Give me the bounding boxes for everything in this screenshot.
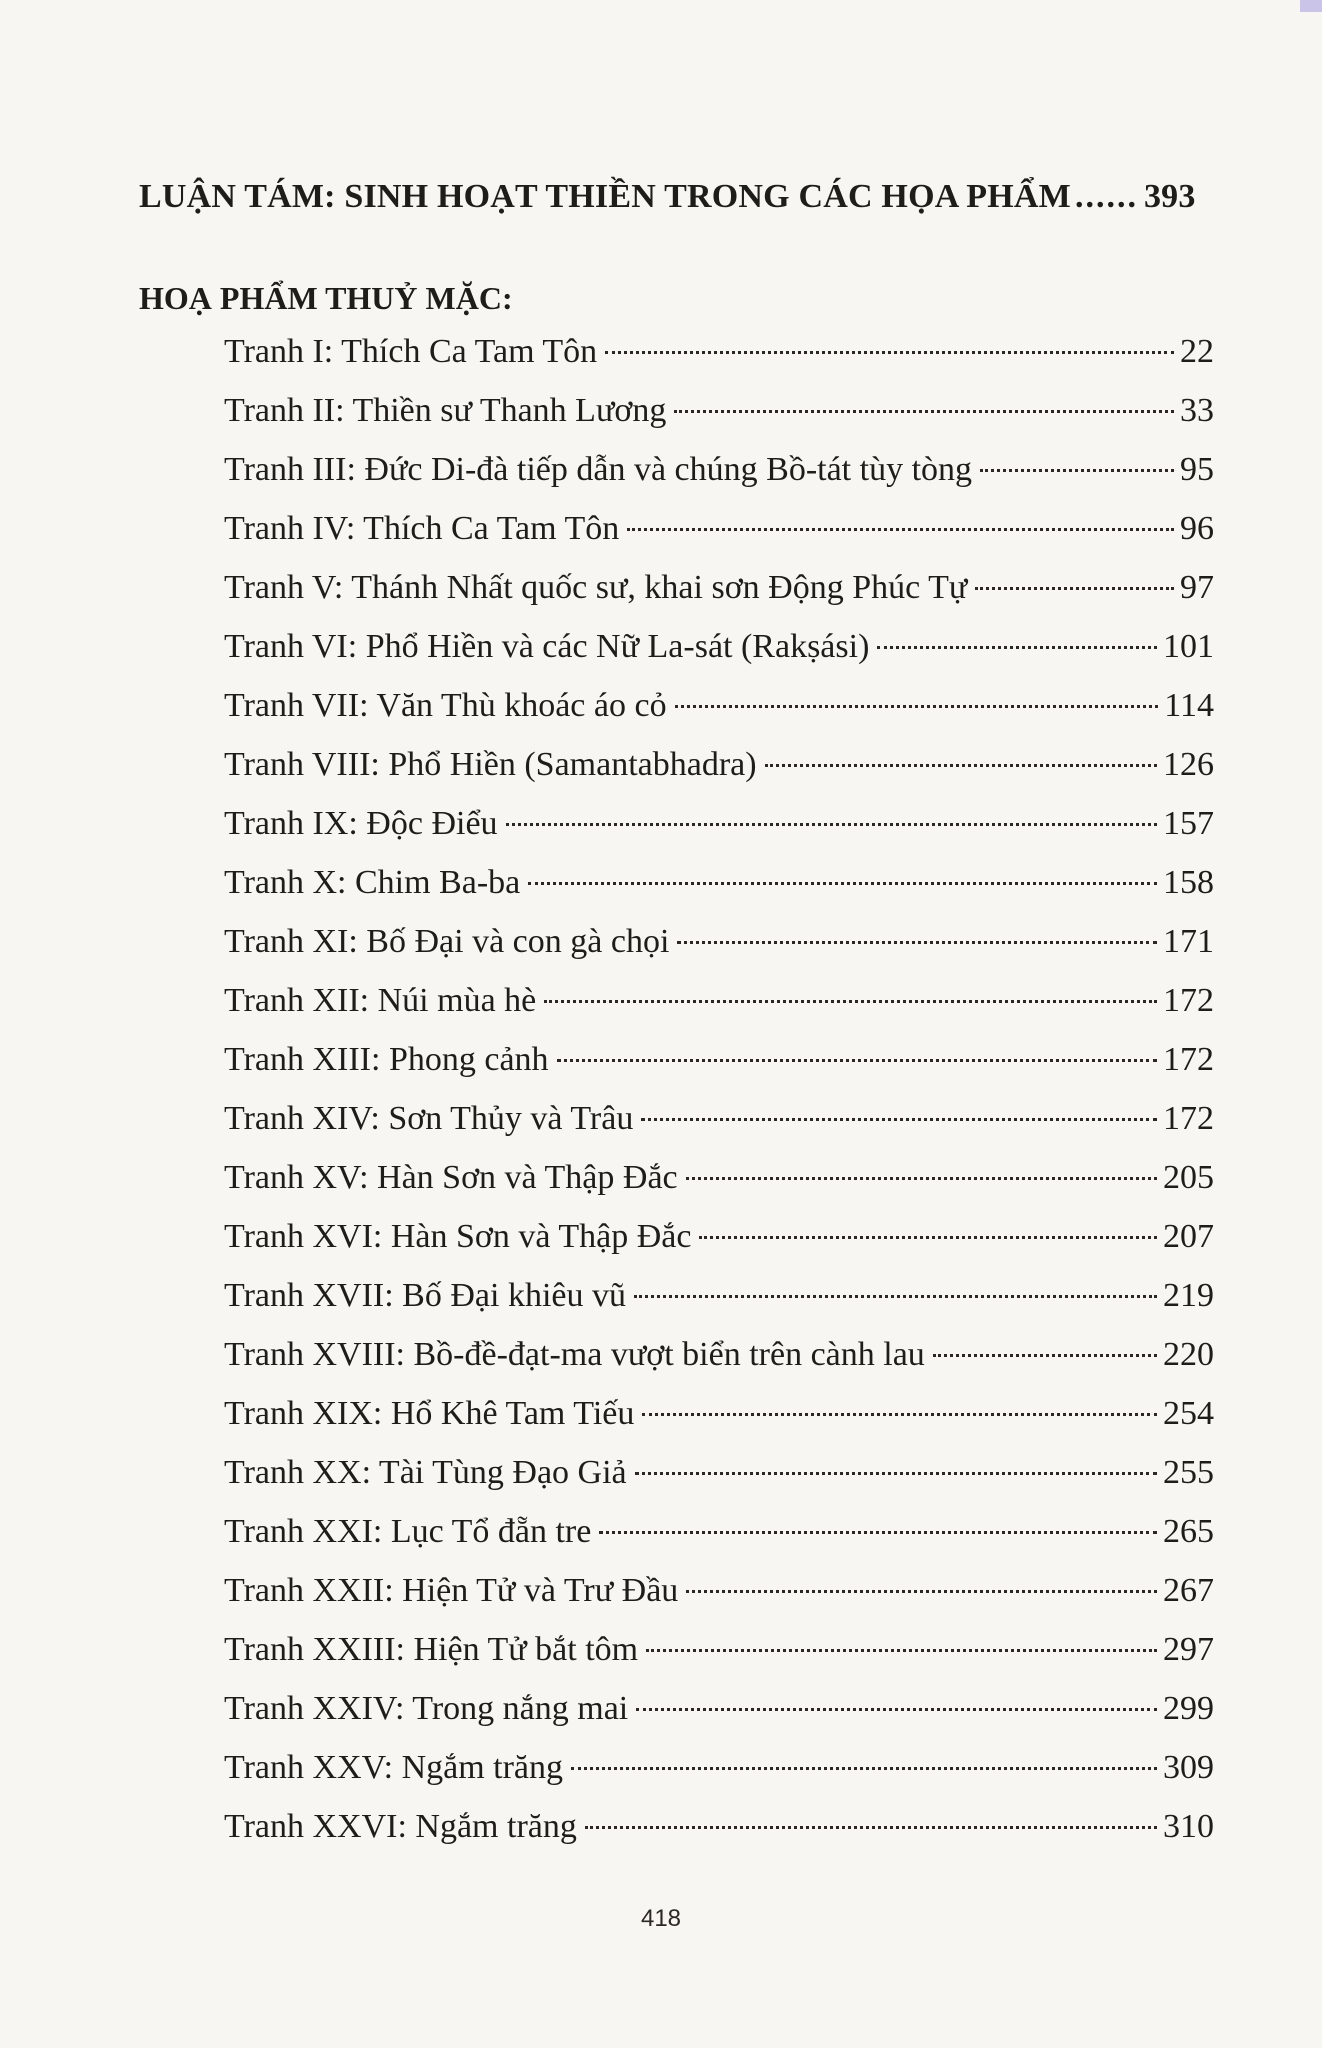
toc-entry-title: Tranh VII: Văn Thù khoác áo cỏ bbox=[224, 687, 667, 724]
dot-leader bbox=[599, 1531, 1157, 1534]
dot-leader bbox=[933, 1354, 1157, 1357]
dot-leader bbox=[646, 1649, 1157, 1652]
toc-entry-title: Tranh XIV: Sơn Thủy và Trâu bbox=[224, 1100, 634, 1137]
chapter-page-number: 393 bbox=[1143, 178, 1196, 215]
toc-entry bbox=[224, 1266, 1214, 1325]
toc-entry-page-number: 96 bbox=[1180, 510, 1214, 547]
toc-entry-page-number: 172 bbox=[1163, 982, 1214, 1019]
toc-entry-page-number: 205 bbox=[1163, 1159, 1214, 1196]
toc-entry bbox=[224, 912, 1214, 971]
toc-entry bbox=[224, 1620, 1214, 1679]
toc-entry bbox=[224, 381, 1214, 440]
toc-entry-page-number: 172 bbox=[1163, 1100, 1214, 1137]
toc-entry bbox=[224, 322, 1214, 381]
toc-entry-title: Tranh X: Chim Ba-ba bbox=[224, 864, 521, 901]
toc-entry bbox=[224, 1797, 1214, 1856]
dot-leader bbox=[528, 882, 1157, 885]
toc-entry-page-number: 309 bbox=[1163, 1749, 1214, 1786]
toc-entry-page-number: 310 bbox=[1163, 1808, 1214, 1845]
toc-entry bbox=[224, 1148, 1214, 1207]
toc-entry-page-number: 267 bbox=[1163, 1572, 1214, 1609]
dot-leader bbox=[634, 1295, 1157, 1298]
dot-leader bbox=[686, 1177, 1157, 1180]
dot-leader bbox=[636, 1708, 1157, 1711]
toc-entry-page-number: 297 bbox=[1163, 1631, 1214, 1668]
toc-entry bbox=[224, 1089, 1214, 1148]
toc-entry bbox=[224, 1325, 1214, 1384]
toc-entry bbox=[224, 735, 1214, 794]
toc-entry bbox=[224, 499, 1214, 558]
toc-entry bbox=[224, 1738, 1214, 1797]
toc-entry-page-number: 114 bbox=[1164, 687, 1214, 724]
dot-leader bbox=[677, 941, 1157, 944]
toc-entry bbox=[224, 440, 1214, 499]
toc-entry-page-number: 254 bbox=[1163, 1395, 1214, 1432]
toc-entry-page-number: 171 bbox=[1163, 923, 1214, 960]
toc-entry bbox=[224, 1679, 1214, 1738]
toc-entry bbox=[224, 853, 1214, 912]
toc-entry-title: Tranh VIII: Phổ Hiền (Samantabhadra) bbox=[224, 746, 757, 783]
toc-entry bbox=[224, 1030, 1214, 1089]
toc-entry bbox=[224, 1502, 1214, 1561]
toc-entry-page-number: 158 bbox=[1163, 864, 1214, 901]
toc-entry bbox=[224, 1443, 1214, 1502]
dot-leader bbox=[765, 764, 1157, 767]
dot-leader bbox=[699, 1236, 1157, 1239]
toc-entry-page-number: 299 bbox=[1163, 1690, 1214, 1727]
toc-entry-title: Tranh IV: Thích Ca Tam Tôn bbox=[224, 510, 620, 547]
toc-entry-page-number: 101 bbox=[1163, 628, 1214, 665]
toc-entry-page-number: 97 bbox=[1180, 569, 1214, 606]
toc-entry-page-number: 172 bbox=[1163, 1041, 1214, 1078]
toc-entry-page-number: 157 bbox=[1163, 805, 1214, 842]
dot-leader bbox=[675, 705, 1159, 708]
toc-entry-title: Tranh XII: Núi mùa hè bbox=[224, 982, 537, 1019]
dot-leader bbox=[674, 410, 1174, 413]
toc-entry-page-number: 207 bbox=[1163, 1218, 1214, 1255]
toc-entry-title: Tranh III: Đức Di-đà tiếp dẫn và chúng Bồ-tát tùy tòng bbox=[224, 451, 973, 488]
toc-entry bbox=[224, 617, 1214, 676]
toc-entry-page-number: 33 bbox=[1180, 392, 1214, 429]
toc-entry bbox=[224, 794, 1214, 853]
dot-leader bbox=[557, 1059, 1157, 1062]
toc-entry-title: Tranh XV: Hàn Sơn và Thập Đắc bbox=[224, 1159, 678, 1196]
toc-entry-page-number: 219 bbox=[1163, 1277, 1214, 1314]
toc-entry-title: Tranh XX: Tài Tùng Đạo Giả bbox=[224, 1454, 627, 1491]
toc-entry-title: Tranh XXV: Ngắm trăng bbox=[224, 1749, 564, 1786]
dot-leader bbox=[627, 528, 1174, 531]
page-number-footer: 418 bbox=[640, 1905, 682, 1932]
toc-entry-title: Tranh VI: Phổ Hiền và các Nữ La-sát (Rakṣási) bbox=[224, 628, 870, 665]
chapter-leader: ...... bbox=[1074, 178, 1138, 215]
toc-list bbox=[224, 322, 1214, 1856]
toc-entry bbox=[224, 1207, 1214, 1266]
dot-leader bbox=[980, 469, 1174, 472]
toc-entry-title: Tranh XVI: Hàn Sơn và Thập Đắc bbox=[224, 1218, 692, 1255]
chapter-title: LUẬN TÁM: SINH HOẠT THIỀN TRONG CÁC HỌA PHẨM bbox=[139, 178, 1071, 215]
toc-entry-page-number: 22 bbox=[1180, 333, 1214, 370]
dot-leader bbox=[686, 1590, 1157, 1593]
toc-entry-title: Tranh XXI: Lục Tổ đẵn tre bbox=[224, 1513, 592, 1550]
toc-entry-title: Tranh I: Thích Ca Tam Tôn bbox=[224, 333, 598, 370]
toc-entry-title: Tranh XIII: Phong cảnh bbox=[224, 1041, 549, 1078]
toc-entry-title: Tranh V: Thánh Nhất quốc sư, khai sơn Động Phúc Tự bbox=[224, 569, 968, 606]
dot-leader bbox=[877, 646, 1157, 649]
toc-entry-title: Tranh XXVI: Ngắm trăng bbox=[224, 1808, 577, 1845]
toc-entry-page-number: 95 bbox=[1180, 451, 1214, 488]
toc-entry-title: Tranh XXIII: Hiện Tử bắt tôm bbox=[224, 1631, 639, 1668]
toc-entry-page-number: 126 bbox=[1163, 746, 1214, 783]
dot-leader bbox=[544, 1000, 1157, 1003]
toc-entry-title: Tranh IX: Độc Điểu bbox=[224, 805, 498, 842]
dot-leader bbox=[975, 587, 1174, 590]
toc-entry bbox=[224, 558, 1214, 617]
toc-entry-title: Tranh XVII: Bố Đại khiêu vũ bbox=[224, 1277, 626, 1314]
toc-entry-title: Tranh XXIV: Trong nắng mai bbox=[224, 1690, 629, 1727]
dot-leader bbox=[642, 1413, 1157, 1416]
toc-entry-title: Tranh XXII: Hiện Tử và Trư Đầu bbox=[224, 1572, 679, 1609]
toc-entry-title: Tranh XIX: Hổ Khê Tam Tiếu bbox=[224, 1395, 635, 1432]
toc-entry-title: Tranh XI: Bố Đại và con gà chọi bbox=[224, 923, 670, 960]
dot-leader bbox=[506, 823, 1157, 826]
section-heading: HOẠ PHẨM THUỶ MẶC: bbox=[139, 280, 513, 316]
toc-entry-title: Tranh II: Thiền sư Thanh Lương bbox=[224, 392, 667, 429]
toc-entry-page-number: 255 bbox=[1163, 1454, 1214, 1491]
toc-entry-page-number: 265 bbox=[1163, 1513, 1214, 1550]
toc-entry bbox=[224, 1384, 1214, 1443]
dot-leader bbox=[605, 351, 1174, 354]
chapter-heading bbox=[139, 178, 1211, 216]
toc-entry bbox=[224, 1561, 1214, 1620]
toc-entry bbox=[224, 971, 1214, 1030]
toc-entry-title: Tranh XVIII: Bồ-đề-đạt-ma vượt biển trên cành lau bbox=[224, 1336, 925, 1373]
toc-entry-page-number: 220 bbox=[1163, 1336, 1214, 1373]
dot-leader bbox=[571, 1767, 1157, 1770]
dot-leader bbox=[641, 1118, 1157, 1121]
scan-edge-mark bbox=[1300, 0, 1322, 12]
toc-entry bbox=[224, 676, 1214, 735]
dot-leader bbox=[635, 1472, 1157, 1475]
dot-leader bbox=[585, 1826, 1157, 1829]
